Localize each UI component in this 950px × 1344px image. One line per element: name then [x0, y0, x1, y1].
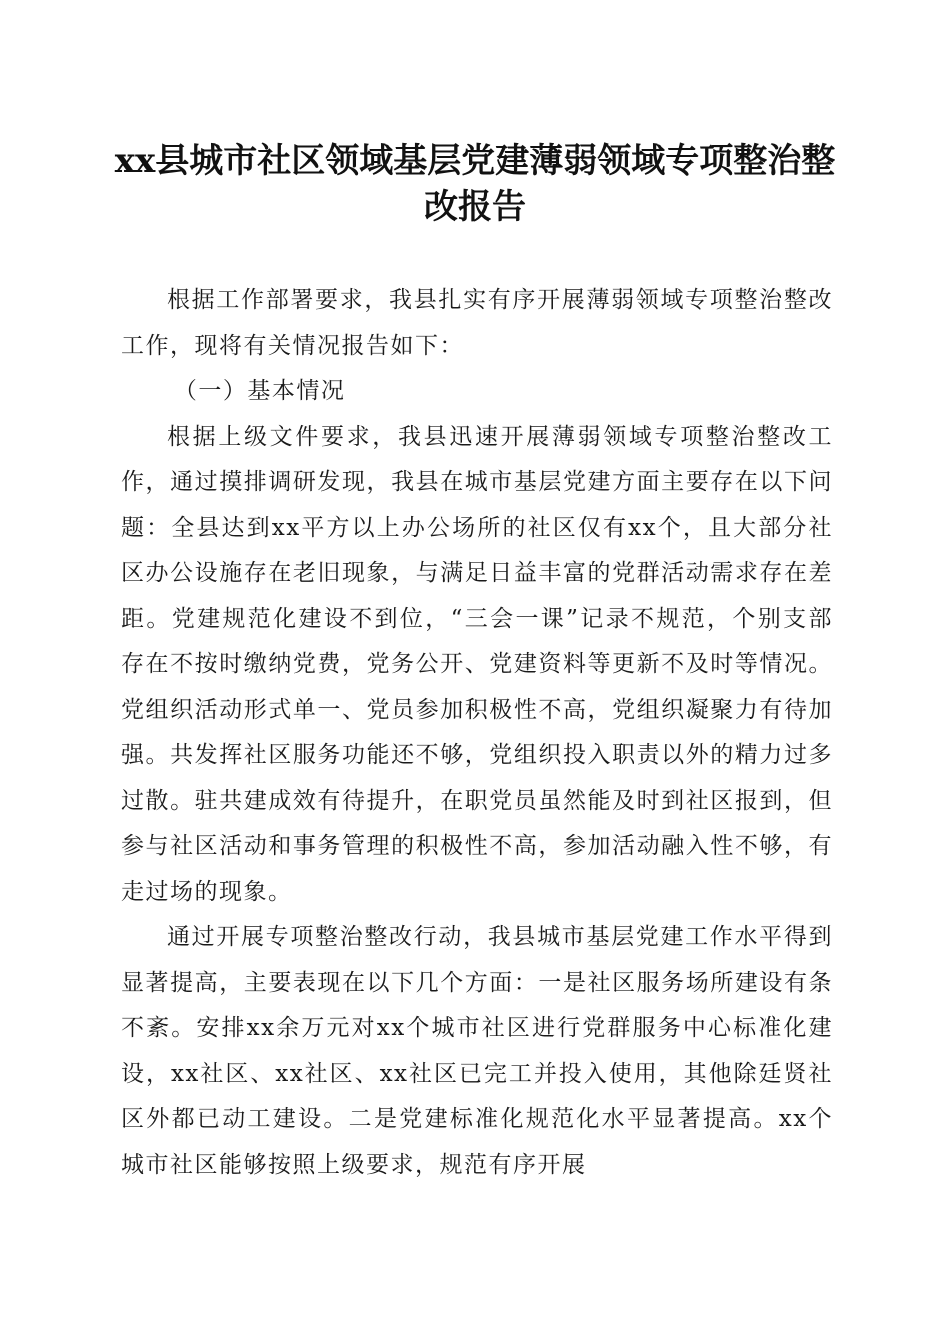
section-heading-basic-situation: （一）基本情况 — [173, 378, 346, 404]
results-paragraph: 通过开展专项整治整改行动，我县城市基层党建工作水平得到显著提高，主要表现在以下几个方面：一是社区服务场所建设有条不紊。安排xx余万元对xx个城市社区进行党群服务中心标准化建设，xx社区、xx社区、xx社区已完工并投入使用，其他除廷贤社区外都已动工建设。二是党建标准化规范化水平显著提高。xx个城市社区能够按照上级要求，规范有序开展 — [121, 924, 833, 1178]
document-body — [121, 278, 833, 1188]
problems-paragraph: 根据上级文件要求，我县迅速开展薄弱领域专项整治整改工作，通过摸排调研发现，我县在城市基层党建方面主要存在以下问题：全县达到xx平方以上办公场所的社区仅有xx个，且大部分社区办公设施存在老旧现象，与满足日益丰富的党群活动需求存在差距。党建规范化建设不到位，“三会一课”记录不规范，个别支部存在不按时缴纳党费，党务公开、党建资料等更新不及时等情况。党组织活动形式单一、党员参加积极性不高，党组织凝聚力有待加强。共发挥社区服务功能还不够，党组织投入职责以外的精力过多过散。驻共建成效有待提升，在职党员虽然能及时到社区报到，但参与社区活动和事务管理的积极性不高，参加活动融入性不够，有走过场的现象。 — [121, 423, 833, 905]
document-title: xx县城市社区领域基层党建薄弱领域专项整治整改报告 — [114, 141, 836, 227]
intro-paragraph: 根据工作部署要求，我县扎实有序开展薄弱领域专项整治整改工作，现将有关情况报告如下： — [121, 287, 833, 359]
